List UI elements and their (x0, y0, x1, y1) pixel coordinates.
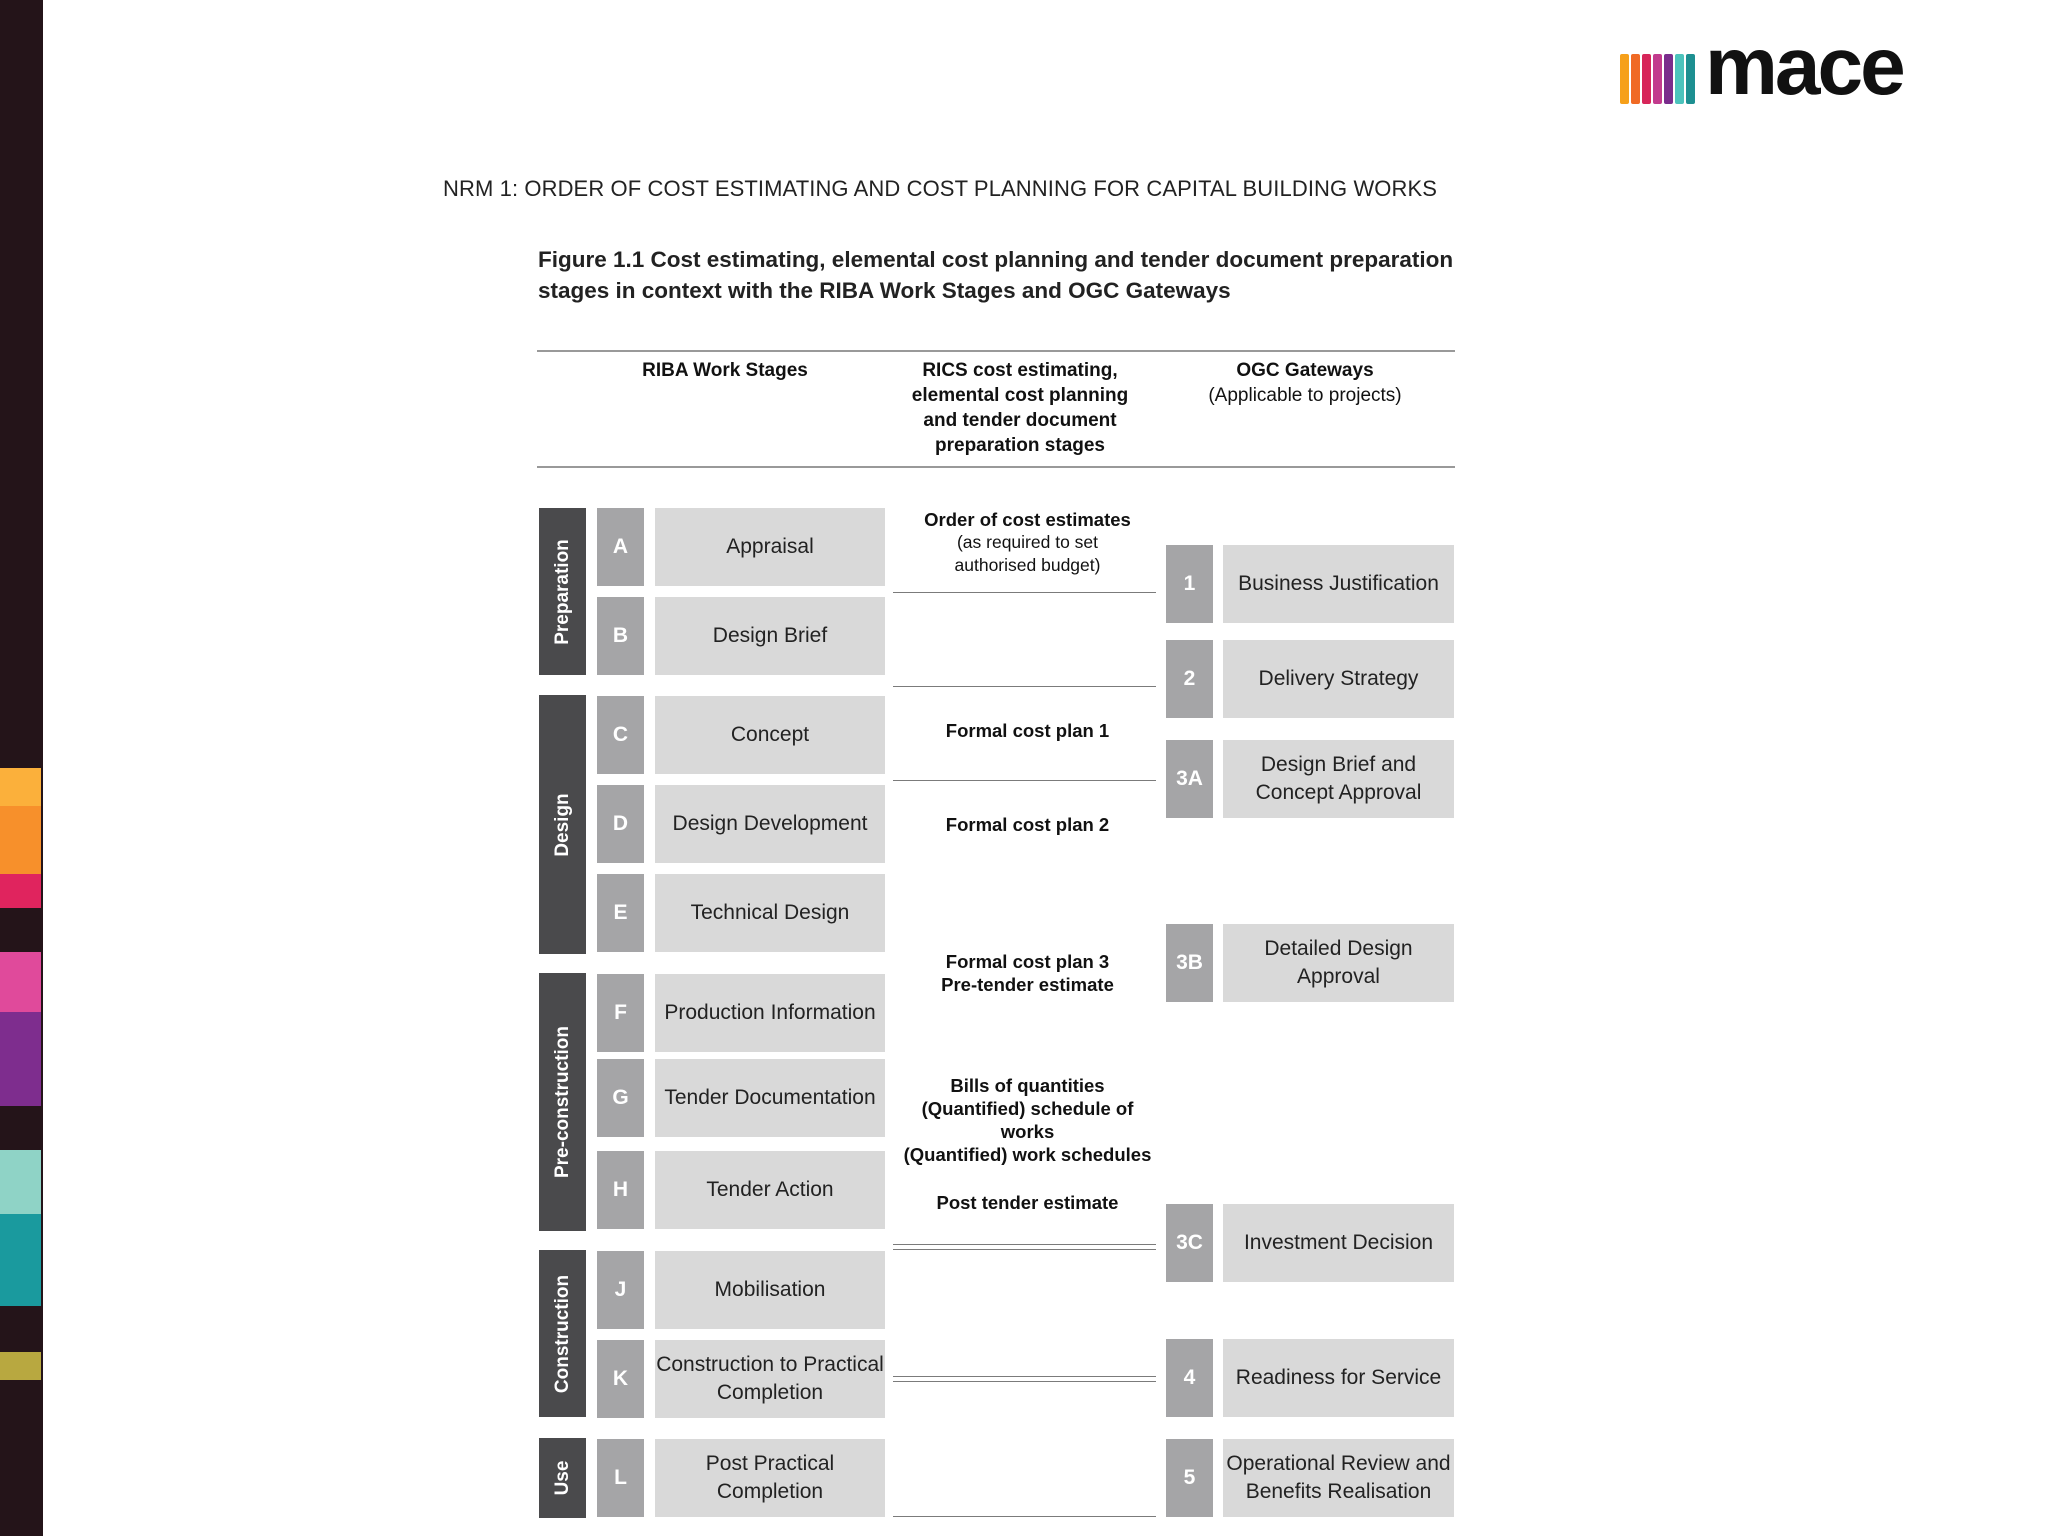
stage-letter: B (597, 597, 644, 675)
stage-name: Design Development (655, 785, 885, 863)
sidebar-stripe (0, 0, 43, 1536)
gateway-number: 1 (1166, 545, 1213, 623)
column-header-rics (880, 358, 1160, 458)
logo-bar (1686, 54, 1695, 104)
rics-header-line: RICS cost estimating, (922, 360, 1118, 381)
figure-caption-line: Figure 1.1 Cost estimating, elemental cost planning and tender document preparation (538, 247, 1454, 272)
table-header-rule (537, 466, 1455, 468)
rics-header-line: elemental cost planning (911, 385, 1129, 406)
stage-letter: E (597, 874, 644, 952)
cost-stage-order-of-cost (895, 508, 1160, 577)
gateway-name: Operational Review and Benefits Realisation (1223, 1439, 1454, 1517)
gateway-number: 5 (1166, 1439, 1213, 1517)
color-band (0, 1150, 41, 1214)
stage-name: Post Practical Completion (655, 1439, 885, 1517)
stage-letter: G (597, 1059, 644, 1137)
rics-header-line: preparation stages (935, 435, 1105, 456)
gateway-name: Detailed Design Approval (1223, 924, 1454, 1002)
stage-letter: H (597, 1151, 644, 1229)
stage-letter: C (597, 696, 644, 774)
group-label: Use (551, 1460, 573, 1496)
stage-divider (893, 592, 1156, 593)
stage-name: Tender Action (655, 1151, 885, 1229)
rics-header-line: and tender document (923, 410, 1117, 431)
ogc-header-subtitle: (Applicable to projects) (1208, 385, 1402, 406)
gateway-name: Delivery Strategy (1223, 640, 1454, 718)
stage-name: Construction to Practical Completion (655, 1340, 885, 1418)
stage-name: Concept (655, 696, 885, 774)
stage-letter: L (597, 1439, 644, 1517)
stage-letter: K (597, 1340, 644, 1418)
cost-stage-title: Bills of quantities (950, 1075, 1105, 1096)
gateway-number: 3C (1166, 1204, 1213, 1282)
cost-stage-title: Formal cost plan 3 (945, 951, 1110, 972)
group-label: Construction (551, 1274, 573, 1393)
logo-bar (1620, 54, 1629, 104)
gateway-number: 3A (1166, 740, 1213, 818)
stage-name: Production Information (655, 974, 885, 1052)
color-band (0, 1012, 41, 1106)
stage-name: Tender Documentation (655, 1059, 885, 1137)
color-band (0, 1214, 41, 1306)
column-header-ogc (1180, 358, 1430, 408)
stage-name: Mobilisation (655, 1251, 885, 1329)
stage-divider (893, 780, 1156, 781)
group-pre-construction (539, 973, 586, 1231)
gateway-name: Investment Decision (1223, 1204, 1454, 1282)
color-band (0, 768, 41, 806)
cost-stage-note: authorised budget) (954, 555, 1101, 575)
gateway-name: Design Brief and Concept Approval (1223, 740, 1454, 818)
logo-bar (1675, 54, 1684, 104)
cost-stage-post-tender: Post tender estimate (936, 1192, 1119, 1213)
gateway-name: Readiness for Service (1223, 1339, 1454, 1417)
stage-letter: A (597, 508, 644, 586)
table-top-rule (537, 350, 1455, 352)
stage-name: Appraisal (655, 508, 885, 586)
color-band (0, 952, 41, 1012)
logo-bar (1642, 54, 1651, 104)
cost-stage-fcp2: Formal cost plan 2 (945, 814, 1110, 835)
cost-stage-fcp3 (895, 950, 1160, 996)
cost-stage-bills-of-quantities (895, 1074, 1160, 1166)
figure-caption-line: stages in context with the RIBA Work Stages and OGC Gateways (538, 278, 1231, 303)
group-design (539, 695, 586, 954)
group-use (539, 1438, 586, 1518)
group-preparation (539, 508, 586, 675)
cost-stage-title: Pre-tender estimate (941, 974, 1114, 995)
stage-divider (893, 686, 1156, 687)
stage-divider (893, 1516, 1156, 1517)
gateway-number: 3B (1166, 924, 1213, 1002)
stage-letter: D (597, 785, 644, 863)
group-label: Pre-construction (551, 1025, 573, 1179)
gateway-name: Business Justification (1223, 545, 1454, 623)
figure-caption (538, 244, 1498, 306)
color-band (0, 874, 41, 908)
cost-stage-fcp1: Formal cost plan 1 (945, 720, 1110, 741)
logo-bar (1631, 54, 1640, 104)
stage-divider-double (893, 1244, 1156, 1250)
page-heading: NRM 1: ORDER OF COST ESTIMATING AND COST PLANNING FOR CAPITAL BUILDING WORKS (443, 176, 1438, 201)
color-band (0, 806, 41, 874)
ogc-header-title: OGC Gateways (1236, 360, 1374, 381)
cost-stage-note: (as required to set (956, 532, 1099, 552)
logo-wordmark: mace (1705, 21, 1903, 112)
color-band (0, 1352, 41, 1380)
logo-bar (1653, 54, 1662, 104)
stage-name: Design Brief (655, 597, 885, 675)
column-header-riba (600, 358, 850, 383)
group-label: Preparation (551, 538, 573, 645)
stage-letter: F (597, 974, 644, 1052)
cost-stage-title: Order of cost estimates (924, 509, 1131, 530)
stage-letter: J (597, 1251, 644, 1329)
logo-bar (1664, 54, 1673, 104)
cost-stage-title: (Quantified) schedule of works (921, 1098, 1134, 1142)
cost-stage-title: (Quantified) work schedules (903, 1144, 1152, 1165)
stage-divider-double (893, 1376, 1156, 1382)
group-label: Design (551, 792, 573, 857)
stage-name: Technical Design (655, 874, 885, 952)
gateway-number: 4 (1166, 1339, 1213, 1417)
group-construction (539, 1250, 586, 1417)
column-header-riba-text: RIBA Work Stages (642, 360, 808, 381)
gateway-number: 2 (1166, 640, 1213, 718)
